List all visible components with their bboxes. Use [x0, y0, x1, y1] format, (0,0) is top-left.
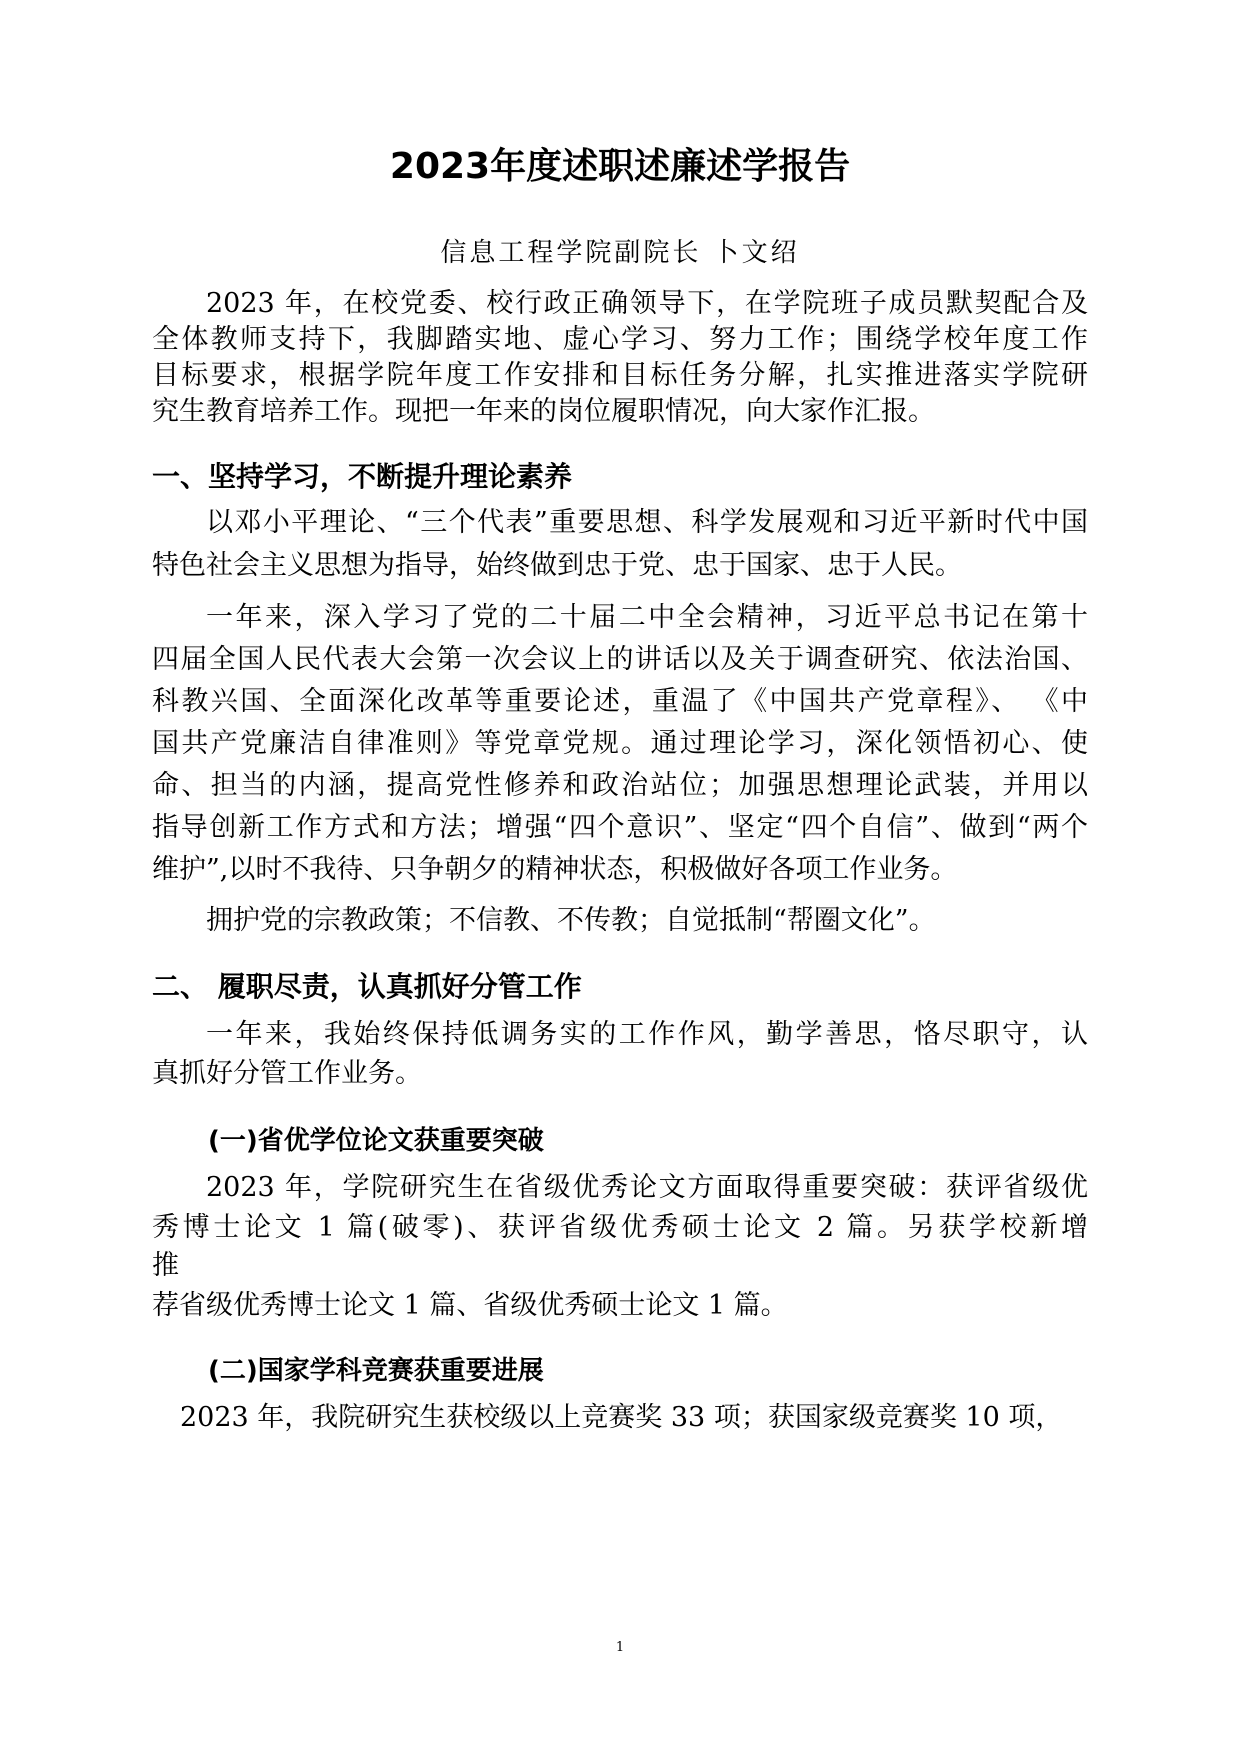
- paragraph-line: 2023 年，我院研究生获校级以上竞赛奖 33 项；获国家级竞赛奖 10 项，: [180, 1402, 1063, 1433]
- section-heading-2: 二、 履职尽责，认真抓好分管工作: [152, 970, 582, 1003]
- paragraph-line: 国共产党廉洁自律准则》等党章党规。通过理论学习，深化领悟初心、使: [152, 728, 1088, 759]
- paragraph-line: 秀博士论文 1 篇(破零)、获评省级优秀硕士论文 2 篇。另获学校新增: [152, 1212, 1088, 1243]
- author-byline: 信息工程学院副院长 卜文绍: [440, 238, 800, 268]
- subsection-heading-1: (一)省优学位论文获重要突破: [208, 1126, 544, 1156]
- paragraph-line: 命、担当的内涵，提高党性修养和政治站位；加强思想理论武装，并用以: [152, 770, 1088, 801]
- intro-line: 究生教育培养工作。现把一年来的岗位履职情况，向大家作汇报。: [152, 396, 935, 427]
- paragraph-line: 以邓小平理论、“三个代表”重要思想、科学发展观和习近平新时代中国: [206, 507, 1088, 538]
- intro-line: 目标要求，根据学院年度工作安排和目标任务分解，扎实推进落实学院研: [152, 360, 1088, 391]
- paragraph-line: 指导创新工作方式和方法；增强“四个意识”、坚定“四个自信”、做到“两个: [152, 812, 1088, 843]
- paragraph-line: 四届全国人民代表大会第一次会议上的讲话以及关于调查研究、依法治国、: [152, 644, 1088, 675]
- section-heading-1: 一、坚持学习，不断提升理论素养: [152, 460, 573, 493]
- paragraph-line: 一年来，我始终保持低调务实的工作作风，勤学善思，恪尽职守，认: [206, 1019, 1088, 1050]
- paragraph-line: 2023 年，学院研究生在省级优秀论文方面取得重要突破：获评省级优: [206, 1172, 1088, 1203]
- paragraph-line: 真抓好分管工作业务。: [152, 1058, 422, 1089]
- paragraph-line: 维护”,以时不我待、只争朝夕的精神状态，积极做好各项工作业务。: [152, 854, 958, 885]
- document-title: 2023年度述职述廉述学报告: [389, 146, 851, 187]
- subsection-heading-2: (二)国家学科竞赛获重要进展: [208, 1356, 544, 1386]
- intro-line: 2023 年，在校党委、校行政正确领导下，在学院班子成员默契配合及: [206, 288, 1088, 319]
- paragraph-line: 荐省级优秀博士论文 1 篇、省级优秀硕士论文 1 篇。: [152, 1290, 788, 1321]
- paragraph-line: 推: [152, 1250, 179, 1281]
- paragraph-line: 特色社会主义思想为指导，始终做到忠于党、忠于国家、忠于人民。: [152, 550, 962, 581]
- page-number: 1: [615, 1640, 625, 1655]
- paragraph-line: 拥护党的宗教政策；不信教、不传教；自觉抵制“帮圈文化”。: [206, 905, 936, 936]
- paragraph-line: 一年来，深入学习了党的二十届二中全会精神，习近平总书记在第十: [206, 602, 1088, 633]
- paragraph-line: 科教兴国、全面深化改革等重要论述，重温了《中国共产党章程》、 《中: [152, 686, 1088, 717]
- intro-line: 全体教师支持下，我脚踏实地、虚心学习、努力工作；围绕学校年度工作: [152, 324, 1088, 355]
